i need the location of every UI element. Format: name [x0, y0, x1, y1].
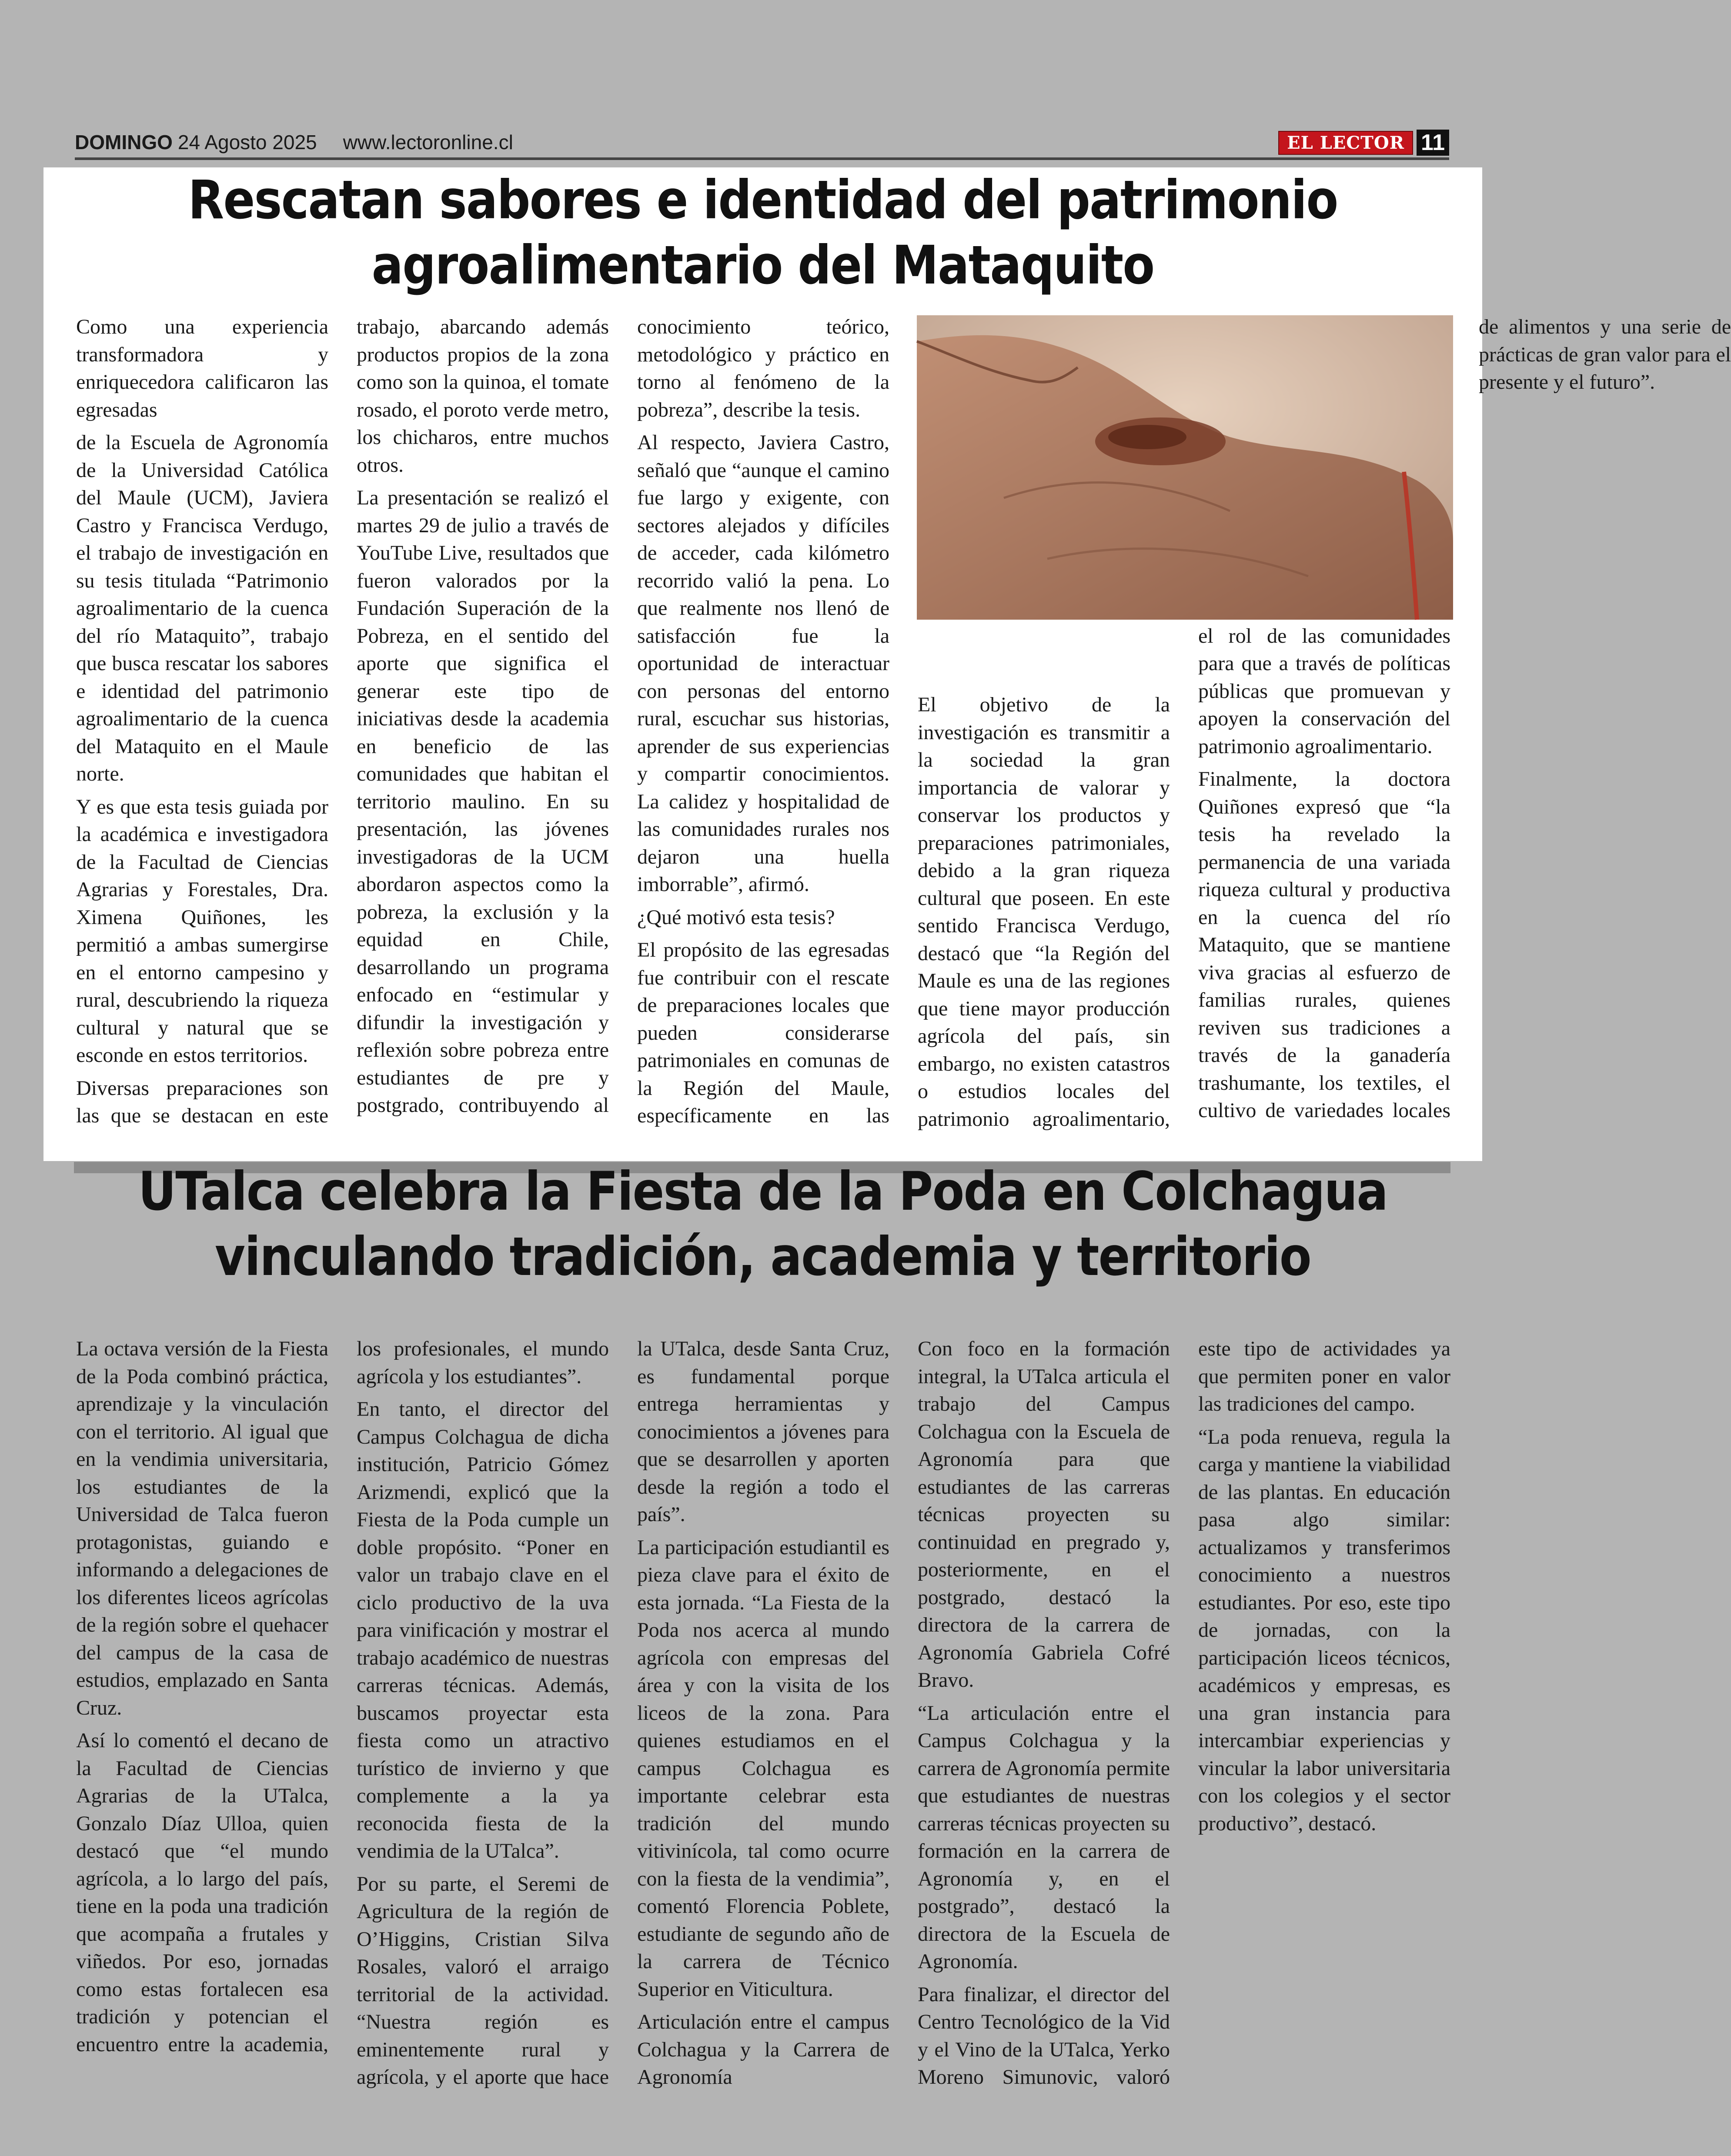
page-header [75, 130, 1449, 165]
article2-paragraph: La participación estudiantil es pieza clave para el éxito de esta jornada. “La Fiesta de la Poda nos acerca al mundo agrícola con empresas del área y con la visita de los liceos de la zona. Para quienes estudiamos en el campus Colchagua es importante celebrar esta tradición del mundo vitivinícola, tal como ocurre con la fiesta de la vendimia”, comentó Florencia Poblete, estudiante de segundo año de la carrera de Técnico Superior en Viticultura. [637, 1535, 889, 2001]
article2-paragraph: Para finalizar, el director del Centro Tecnológico de la Vid y el Vino de la UTalca, Yerko Moreno Simunovic, valoró este tipo de actividades ya que permiten poner en valor las tradiciones del campo. [918, 1337, 1450, 2089]
article2-paragraph: Así lo comentó el decano de la Facultad de Ciencias Agrarias de la UTalca, Gonzalo Díaz Ulloa, quien destacó que “el mundo agrícola, a lo largo del país, tiene en la poda una tradición que acompaña a frutales y viñedos. Por eso, jornadas como estas fortalecen esa tradición y potencian el encuentro entre la academia, los profesionales, el mundo agrícola y los estudiantes”. [76, 1337, 609, 2056]
article2-paragraph: “La poda renueva, regula la carga y mantiene la viabilidad de las plantas. En educación pasa algo similar: actualizamos y transferimos conocimiento a nuestros estudiantes. Por eso, este tipo de jornadas, con la participación liceos técnicos, académicos y empresas, es una gran instancia para intercambiar experiencias y vincular la labor universitaria con los colegios y el sector productivo”, destacó. [1198, 1425, 1450, 1835]
header-rule [75, 157, 1449, 160]
article2-title-line2: vinculando tradición, academia y territorio [215, 1226, 1311, 1288]
page-number: 11 [1417, 130, 1449, 156]
hand-with-seeds-image [917, 315, 1453, 620]
article1-paragraph: Al respecto, Javiera Castro, señaló que “aunque el camino fue largo y exigente, con sectores alejados y difíciles de acceder, cada kilómetro recorrido valió la pena. Lo que realmente nos llenó de satisfacción fue la oportunidad de interactuar con personas del entorno rural, escuchar sus historias, aprender de sus experiencias y compartir conocimientos. La calidez y hospitalidad de las comunidades rurales nos dejaron una huella imborrable”, afirmó. [637, 431, 889, 896]
article1-photo [917, 315, 1453, 620]
article2-paragraph: En tanto, el director del Campus Colchagua de dicha institución, Patricio Gómez Arizmendi, explicó que la Fiesta de la Poda cumple un doble propósito. “Poner en valor un trabajo clave en el ciclo productivo de la uva para vinificación y mostrar el trabajo académico de nuestras carreras técnicas. Además, buscamos proyectar esta fiesta como un atractivo turístico de invierno y que complemente a la ya reconocida fiesta de la vendimia de la UTalca”. [357, 1398, 609, 1862]
article1-paragraph: El objetivo de la investigación es transmitir a la sociedad la gran importancia de valorar y conservar los productos y preparaciones patrimoniales, debido a la gran riqueza cultural que poseen. En este sentido Francisca Verdugo, destacó que “la Región del Maule es una de las regiones que tiene mayor producción agrícola del país, sin embargo, no existen catastros o estudios locales del patrimonio agroalimentario, [918, 693, 1170, 1131]
article1-paragraph: La presentación se realizó el martes 29 de julio a través de YouTube Live, resultados que fueron valorados por la Fundación Superación de la Pobreza, en el sentido del aporte que significa el generar este tipo de iniciativas desde la academia en beneficio de las comunidades que habitan el territorio maulino. En su presentación, las jóvenes investigadoras de la UCM abordaron aspectos como la pobreza, la exclusión y la equidad en Chile, desarrollando un programa enfocado en “estimular y difundir la investigación y reflexión sobre pobreza entre estudiantes de pre y postgrado, contribuyendo al conocimiento teórico, metodológico y práctico en torno al fenómeno de la pobreza”, describe la tesis. [357, 315, 889, 1117]
article2-body [76, 1335, 1450, 2100]
header-date: 24 Agosto 2025 [177, 131, 317, 154]
article1-title-line1: Rescatan sabores e identidad del patrimonio [188, 169, 1338, 231]
article1-paragraph: Finalmente, la doctora Quiñones expresó que “la tesis ha revelado la permanencia de una variada riqueza cultural y productiva en la cuenca del río Mataquito, que se mantiene viva gracias al esfuerzo de familias rurales, quienes reviven sus tradiciones a través de la ganadería trashumante, los textiles, el cultivo de variedades locales de alimentos y una serie de prácticas de gran valor para el presente y el futuro”. [1198, 315, 1731, 1122]
article2-paragraph: “La articulación entre el Campus Colchagua y la carrera de Agronomía permite que estudiantes de nuestras carreras técnicas proyecten su formación en la carrera de Agronomía y, en el postgrado”, destacó la directora de la Escuela de Agronomía. [918, 1701, 1170, 1973]
article1-subheading: ¿Qué motivó esta tesis? [637, 905, 835, 929]
article1-paragraph: el rol de las comunidades para que a través de políticas públicas que promuevan y apoyen la conservación del patrimonio agroalimentario. [1198, 624, 1450, 758]
article1-paragraph: Diversas preparaciones son las que se destacan en este trabajo, abarcando además productos propios de la zona como son la quinoa, el tomate rosado, el poroto verde metro, los chicharos, entre muchos otros. [76, 315, 609, 1127]
article1-title-line2: agroalimentario del Mataquito [371, 234, 1154, 296]
article1-paragraph: Y es que esta tesis guiada por la académica e investigadora de la Facultad de Ciencias Agrarias y Forestales, Dra. Ximena Quiñones, les permitió a ambas sumergirse en el entorno campesino y rural, descubriendo la riqueza cultural y natural que se esconde en estos territorios. [76, 795, 328, 1067]
article2-title-line1: UTalca celebra la Fiesta de la Poda en Colchagua [138, 1161, 1388, 1222]
header-website[interactable]: www.lectoronline.cl [343, 131, 513, 154]
article1-paragraph: de la Escuela de Agronomía de la Universidad Católica del Maule (UCM), Javiera Castro y Francisca Verdugo, el trabajo de investigación en su tesis titulada “Patrimonio agroalimentario de la cuenca del río Mataquito”, trabajo que busca rescatar los sabores e identidad del patrimonio agroalimentario de la cuenca del Mataquito en el Maule norte. [76, 431, 328, 785]
article2-paragraph: Con foco en la formación integral, la UTalca articula el trabajo del Campus Colchagua con la Escuela de Agronomía para que estudiantes de las carreras técnicas proyecten su continuidad en pregrado y, posteriormente, en el postgrado, destacó la directora de la carrera de Agronomía Gabriela Cofré Bravo. [918, 1337, 1170, 1692]
article2-paragraph: La octava versión de la Fiesta de la Poda combinó práctica, aprendizaje y la vinculación con el territorio. Al igual que en la vendimia universitaria, los estudiantes de la Universidad de Talca fueron protagonistas, guiando e informando a delegaciones de los diferentes liceos agrícolas de la región sobre el quehacer del campus de la casa de estudios, emplazado en Santa Cruz. [76, 1337, 328, 1719]
article2-subheading: Articulación entre el campus Colchagua y la Carrera de Agronomía [637, 2010, 889, 2089]
newspaper-logo [1278, 130, 1449, 155]
article1-paragraph: Como una experiencia transformadora y enriquecedora calificaron las egresadas [76, 315, 328, 421]
article1-headline [43, 167, 1482, 298]
header-day: DOMINGO [75, 131, 173, 154]
article2-headline [0, 1159, 1526, 1289]
article2-paragraph: Por su parte, el Seremi de Agricultura de la región de O’Higgins, Cristian Silva Rosales, valoró el arraigo territorial de la actividad. “Nuestra región es eminentemente rural y agrícola, y el aporte que hace la UTalca, desde Santa Cruz, es fundamental porque entrega herramientas y conocimientos a jóvenes para que se desarrollen y aporten desde la región a todo el país”. [357, 1337, 889, 2089]
article1-paragraph: El propósito de las egresadas fue contribuir con el rescate de preparaciones locales que pueden considerarse patrimoniales en comunas de la Región del Maule, específicamente en las [637, 938, 889, 1127]
logo-brand: EL LECTOR [1278, 131, 1413, 155]
